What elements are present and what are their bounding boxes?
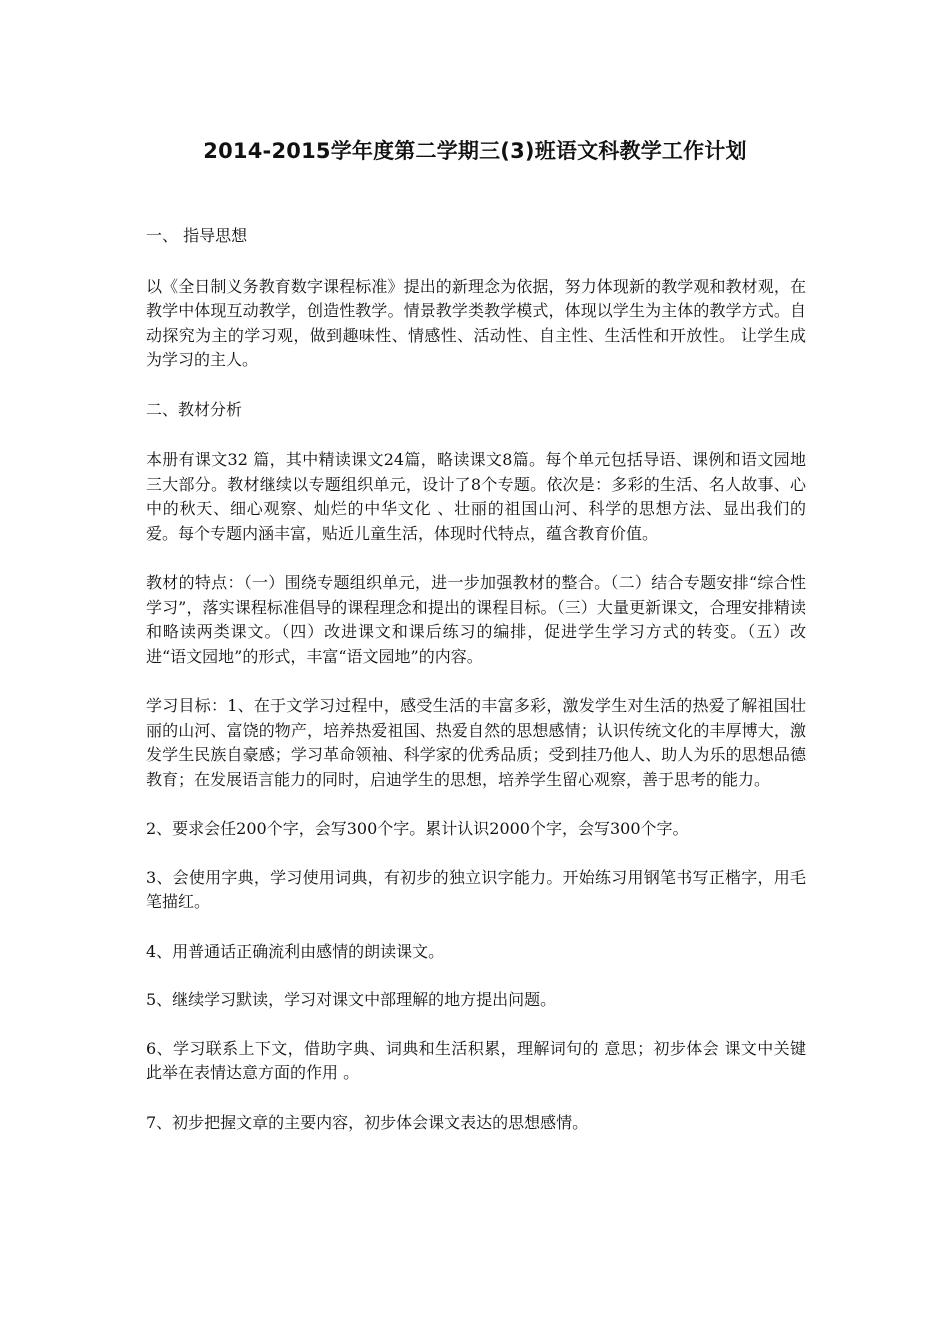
paragraph-learning-goal-6: 6、学习联系上下文，借助字典、词典和生活积累，理解词句的 意思；初步体会 课文中关键此举在表情达意方面的作用 。	[146, 1038, 806, 1082]
paragraph-textbook-features: 教材的特点：（一）围绕专题组织单元，进一步加强教材的整合。（二）结合专题安排“综合性学习”，落实课程标准倡导的课程理念和提出的课程目标。（三）大量更新课文，合理安排精读和略读两类课文。（四）改进课文和课后练习的编排，促进学生学习方式的转变。（五）改进“语文园地”的形式，丰富“语文园地”的内容。	[146, 573, 806, 666]
paragraph-learning-goal-4: 4、用普通话正确流利由感情的朗读课文。	[146, 941, 445, 961]
paragraph-learning-goal-1: 学习目标：1、在于文学习过程中，感受生活的丰富多彩，激发学生对生活的热爱了解祖国壮丽的山河、富饶的物产，培养热爱祖国、热爱自然的思想感情；认识传统文化的丰厚博大，激发学生民族自豪感；学习革命领袖、科学家的优秀品质；受到挂乃他人、助人为乐的思想品德教育；在发展语言能力的同时，启迪学生的思想，培养学生留心观察，善于思考的能力。	[146, 696, 806, 789]
paragraph-learning-goal-5: 5、继续学习默读，学习对课文中部理解的地方提出问题。	[146, 990, 557, 1009]
document-title: 2014-2015学年度第二学期三(3)班语文科教学工作计划	[203, 139, 747, 163]
paragraph-learning-goal-3: 3、会使用字典，学习使用词典，有初步的独立识字能力。开始练习用钢笔书写正楷字，用毛笔描红。	[146, 867, 806, 911]
paragraph-guiding-ideology: 以《全日制义务教育数字课程标准》提出的新理念为依据，努力体现新的教学观和教材观，在教学中体现互动教学，创造性教学。情景教学类教学模式，体现以学生为主体的教学方式。自动探究为主的学习观，做到趣味性、情感性、活动性、自主性、生活性和开放性。 让学生成为学习的主人。	[146, 276, 806, 369]
section-heading-guiding-ideology: 一、 指导思想	[146, 226, 248, 245]
paragraph-learning-goal-7: 7、初步把握文章的主要内容，初步体会课文表达的思想感情。	[146, 1112, 589, 1132]
paragraph-textbook-overview: 本册有课文32 篇，其中精读课文24篇，略读课文8篇。每个单元包括导语、课例和语文园地三大部分。教材继续以专题组织单元，设计了8个专题。依次是：多彩的生活、名人故事、心中的秋天、细心观察、灿烂的中华文化 、壮丽的祖国山河、科学的思想方法、显出我们的爱。每个专题内涵丰富，贴近儿童生活，体现时代特点，蕴含教育价值。	[146, 450, 806, 543]
document-body	[146, 224, 806, 1160]
section-heading-textbook-analysis: 二、教材分析	[146, 399, 243, 419]
paragraph-learning-goal-2: 2、要求会任200个字，会写300个字。累计认识2000个字，会写300个字。	[146, 819, 689, 838]
